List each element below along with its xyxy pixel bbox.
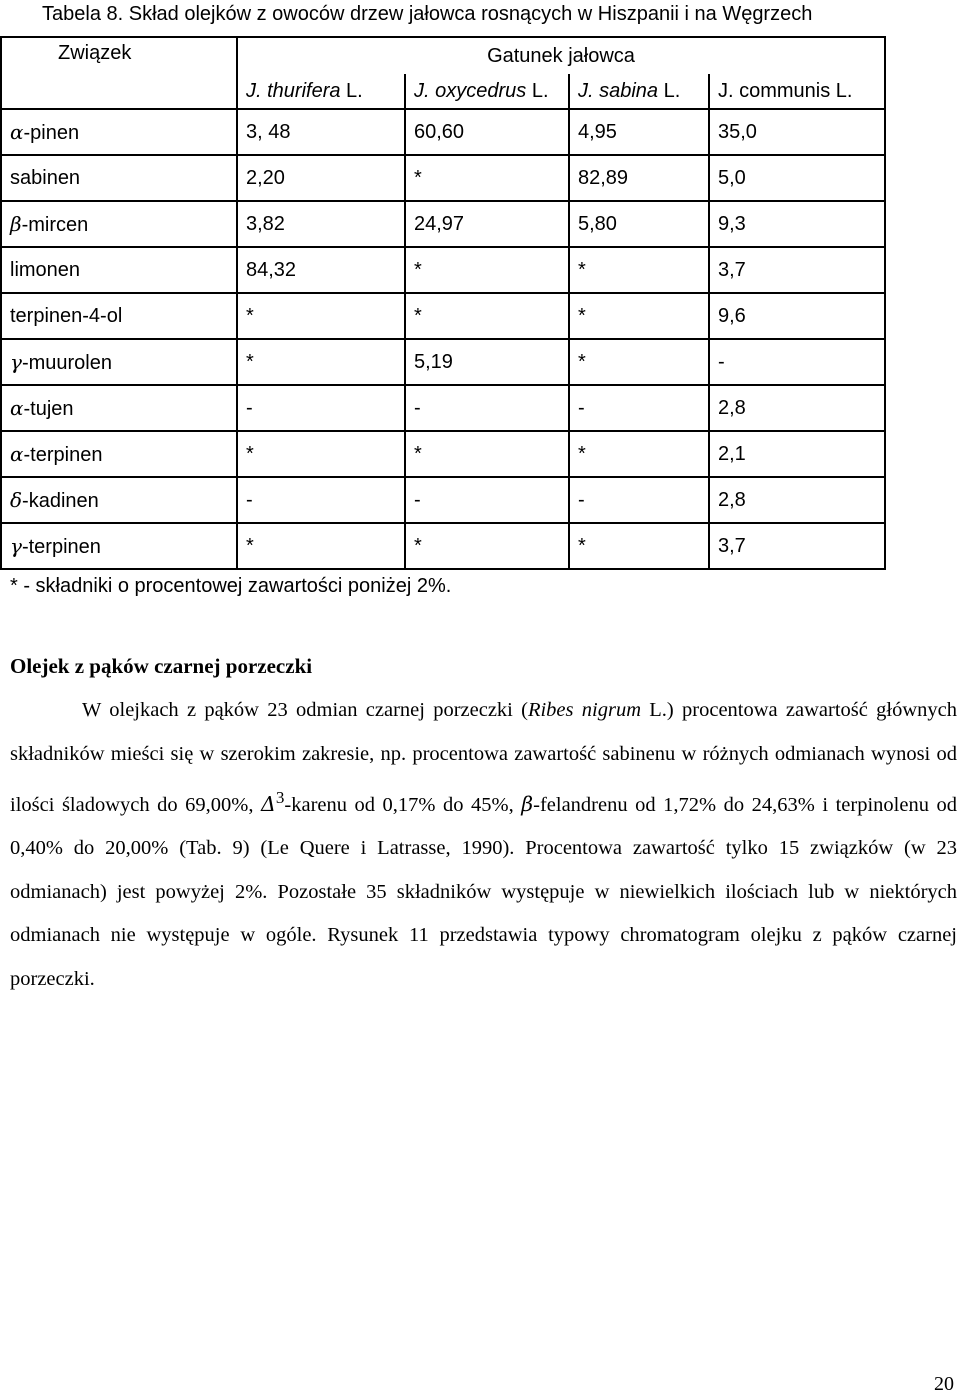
table-footnote: * - składniki o procentowej zawartości poniżej 2%. [10, 575, 452, 597]
value-cell: 5,0 [709, 155, 885, 201]
compound-name-cell: α-pinen [1, 109, 237, 155]
greek-prefix: γ [10, 349, 22, 374]
value-cell: * [569, 293, 709, 339]
value-cell: * [405, 247, 569, 293]
table-row [1, 201, 885, 247]
greek-prefix: δ [10, 487, 23, 512]
value-cell: 2,20 [237, 155, 405, 201]
value-cell: * [569, 247, 709, 293]
species-header-sabina: J. sabina L. [569, 74, 709, 109]
greek-prefix: β [10, 211, 22, 236]
value-cell: - [405, 477, 569, 523]
value-cell: - [405, 385, 569, 431]
table-caption: Tabela 8. Skład olejków z owoców drzew jałowca rosnących w Hiszpanii i na Węgrzech [42, 3, 813, 25]
value-cell: 3,82 [237, 201, 405, 247]
value-cell: * [569, 431, 709, 477]
value-cell: 2,8 [709, 477, 885, 523]
table-row [1, 523, 885, 569]
value-cell: * [237, 523, 405, 569]
paragraph: W olejkach z pąków 23 odmian czarnej porzeczki (Ribes nigrum L.) procentowa zawartość głównych składników mieści się w szerokim zakresie, np. procentowa zawartość sabinenu w różnych odmianach wynosi od ilości śladowych do 69,00%, $\Delta^3$-karenu od 0,17% do 45%, β-felandrenu od 1,72% do 24,63% i terpinolenu od 0,40% do 20,00% (Tab. 9) (Le Quere i Latrasse, 1990). Procentowa zawartość tylko 15 związków (w 23 odmianach) jest powyżej 2%. Pozostałe 35 składników występuje w niewielkich ilościach lub w niektórych odmianach nie występuje w ogóle. Rysunek 11 przedstawia typowy chromatogram olejku z pąków czarnej porzeczki. [10, 699, 958, 990]
greek-prefix: α [10, 395, 24, 420]
value-cell: 35,0 [709, 109, 885, 155]
greek-prefix: α [10, 441, 24, 466]
value-cell: - [237, 477, 405, 523]
table-row [1, 293, 885, 339]
compound-name-cell: γ-muurolen [1, 339, 237, 385]
compound-name-cell: α-tujen [1, 385, 237, 431]
value-cell: 24,97 [405, 201, 569, 247]
compound-name-cell: limonen [1, 247, 237, 293]
compound-name-cell: β-mircen [1, 201, 237, 247]
value-cell: 5,19 [405, 339, 569, 385]
compound-column-header: Związek [1, 37, 237, 109]
greek-prefix: γ [10, 533, 22, 558]
value-cell: - [569, 477, 709, 523]
compound-name-cell: α-terpinen [1, 431, 237, 477]
value-cell: * [237, 293, 405, 339]
value-cell: - [569, 385, 709, 431]
value-cell: 84,32 [237, 247, 405, 293]
value-cell: - [709, 339, 885, 385]
species-group-header: Gatunek jałowca [237, 37, 885, 74]
table-row [1, 339, 885, 385]
value-cell: * [405, 293, 569, 339]
table-body [1, 109, 885, 569]
table-row [1, 155, 885, 201]
page-number: 20 [934, 1373, 954, 1395]
section-heading: Olejek z pąków czarnej porzeczki [10, 654, 313, 678]
value-cell: 82,89 [569, 155, 709, 201]
table-row [1, 247, 885, 293]
value-cell: * [569, 339, 709, 385]
value-cell: * [405, 431, 569, 477]
value-cell: * [405, 155, 569, 201]
greek-prefix: α [10, 119, 24, 144]
value-cell: - [237, 385, 405, 431]
value-cell: 3,7 [709, 523, 885, 569]
value-cell: 60,60 [405, 109, 569, 155]
compound-name-cell: δ-kadinen [1, 477, 237, 523]
value-cell: 3,7 [709, 247, 885, 293]
value-cell: 3, 48 [237, 109, 405, 155]
table-row [1, 477, 885, 523]
value-cell: * [237, 431, 405, 477]
value-cell: 5,80 [569, 201, 709, 247]
species-header-thurifera: J. thurifera L. [237, 74, 405, 109]
value-cell: * [405, 523, 569, 569]
compound-name-cell: sabinen [1, 155, 237, 201]
table-row [1, 431, 885, 477]
juniper-oil-composition-table [0, 36, 886, 570]
species-header-communis: J. communis L. [709, 74, 885, 109]
species-header-oxycedrus: J. oxycedrus L. [405, 74, 569, 109]
delta-symbol: Δ [261, 791, 276, 816]
compound-name-cell: γ-terpinen [1, 523, 237, 569]
beta-symbol: β [521, 791, 534, 816]
value-cell: * [237, 339, 405, 385]
body-paragraph [10, 689, 957, 1001]
value-cell: 2,1 [709, 431, 885, 477]
value-cell: 9,3 [709, 201, 885, 247]
value-cell: 2,8 [709, 385, 885, 431]
table-header-row [1, 37, 885, 74]
table-row [1, 385, 885, 431]
table-row [1, 109, 885, 155]
value-cell: 9,6 [709, 293, 885, 339]
value-cell: * [569, 523, 709, 569]
value-cell: 4,95 [569, 109, 709, 155]
compound-name-cell: terpinen-4-ol [1, 293, 237, 339]
